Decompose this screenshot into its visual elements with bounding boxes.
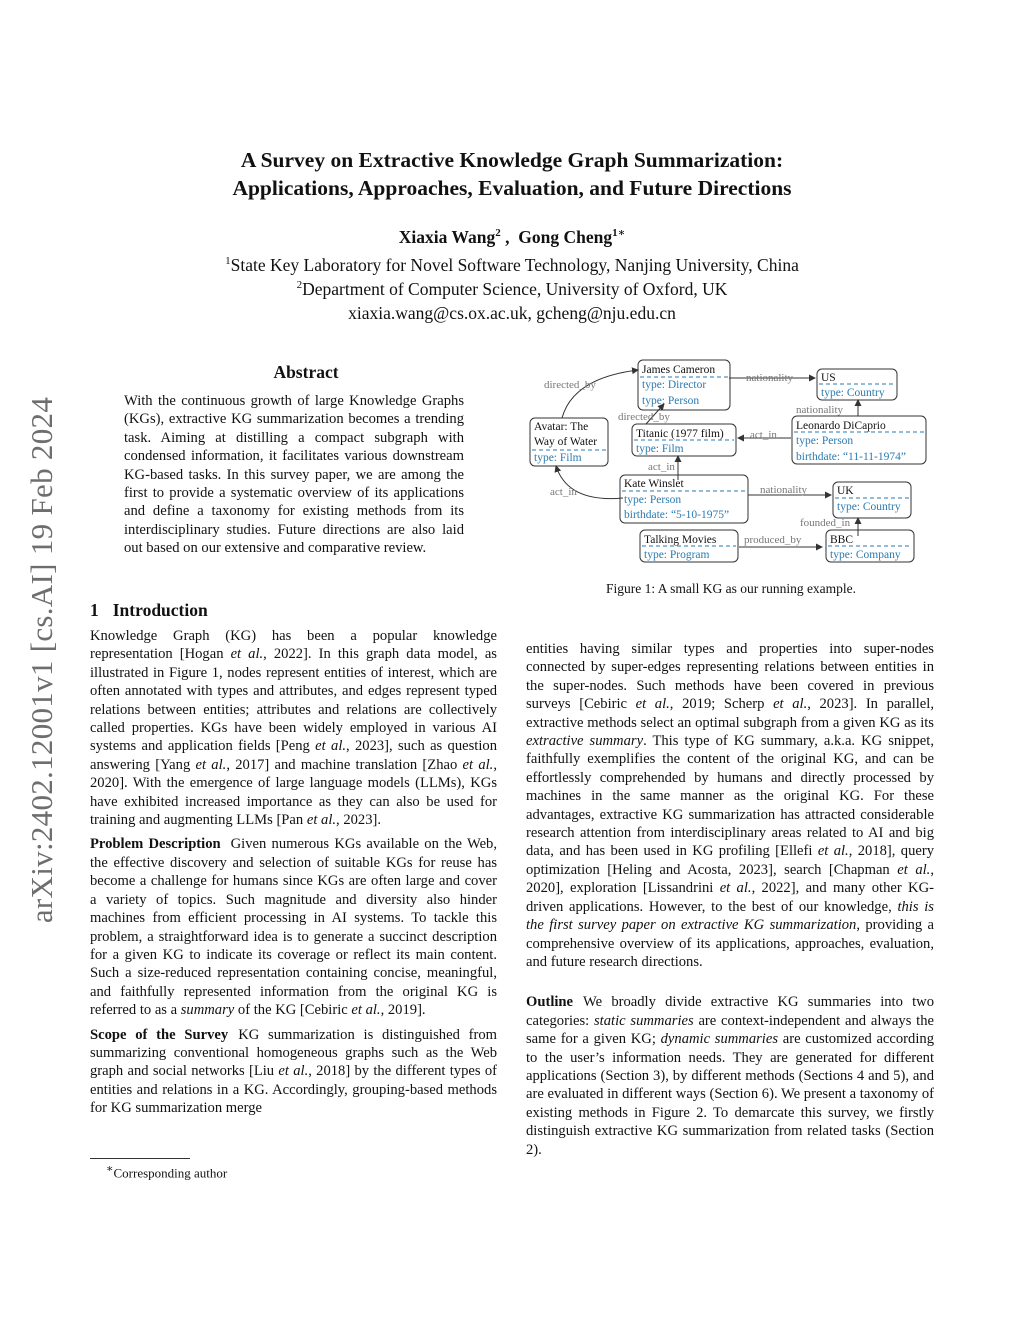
affiliation-mark: 1: [225, 255, 231, 268]
edge-label: founded_in: [800, 517, 851, 529]
edge-label: directed_by: [618, 411, 670, 423]
author-name: Xiaxia Wang: [398, 226, 496, 247]
node-type: type: Program: [644, 549, 710, 561]
node-label: Kate Winslet: [624, 478, 684, 490]
left-column: [90, 627, 497, 1124]
section-heading: [90, 600, 222, 621]
node-type: type: Person: [642, 395, 700, 407]
footnote-divider: [90, 1158, 190, 1159]
node-label: Way of Water: [534, 436, 598, 448]
author-list: [100, 226, 924, 248]
outline-paragraph: Outline We broadly divide extractive KG summaries into two categories: static summaries are context-independent and always the same for a given KG; dynamic summaries are customized according to the user’s information needs. They are generated for different applications (Section 3), by different methods (Sections 4 and 5), and are evaluated in different ways (Section 6). We present a taxonomy of existing methods in Figure 2. To demarcate this survey, we firstly distinguish extractive KG summarization from related tasks (Section 2).: [526, 994, 934, 1158]
edge-label: directed_by: [544, 379, 596, 391]
node-label: US: [821, 372, 836, 384]
section-title: Introduction: [112, 600, 208, 620]
edge-label: act_in: [750, 429, 777, 441]
kg-diagram: [528, 358, 938, 570]
node-type: type: Country: [837, 501, 901, 513]
edge-label: nationality: [746, 372, 794, 384]
node-type: type: Country: [821, 387, 885, 399]
title-line-2: Applications, Approaches, Evaluation, and Future Directions: [232, 176, 792, 200]
node-label: UK: [837, 485, 854, 497]
node-type: type: Person: [624, 494, 682, 506]
section-number: 1: [90, 600, 99, 620]
arxiv-sidebar: [12, 360, 72, 960]
author-separator: ,: [500, 226, 519, 247]
node-label: Talking Movies: [644, 534, 717, 546]
footnote: ∗Corresponding author: [106, 1163, 228, 1181]
figure-1-kg: [528, 358, 938, 570]
node-type: type: Director: [642, 379, 707, 391]
intro-paragraph-continued: entities having similar types and properties into super-nodes connected by super-edges representing relations between entities in the super-nodes. Such methods have been covered in previous surveys [Cebiric et al., 2019; Scherp et al., 2023]. In parallel, extractive methods select an optimal subgraph from a given KG as its extractive summary. This type of KG summary, a.k.a. KG snippet, faithfully exemplifies the content of the original KG, and can be effortlessly comprehended by humans and directly processed by machines in the same manner as the original KG. For these advantages, extractive KG summarization has attracted considerable research attention from interdisciplinary areas related to AI and big data, and has been used in KG profiling [Ellefi et al., 2018], query optimization [Heling and Acosta, 2023], search [Chapman et al., 2020], exploration [Lissandrini et al., 2022], and many other KG-driven applications. However, to the best of our knowledge, this is the first survey paper on extractive KG summarization, providing a comprehensive overview of its applications, approaches, evaluation, and future research directions.: [526, 641, 935, 970]
affiliation-2: [100, 279, 924, 300]
edge-label: nationality: [796, 404, 844, 416]
author-affiliation-mark: 2: [495, 227, 501, 239]
node-label: Avatar: The: [534, 421, 589, 433]
paragraph-title: Scope of the Survey: [90, 1026, 229, 1043]
paragraph-title: Outline: [526, 994, 574, 1011]
paper-title: [100, 146, 924, 202]
problem-description-paragraph: Problem Description Given numerous KGs available on the Web, the effective discovery and selection of suitable KGs for reuse has become a challenge for humans since KGs are often large and cover a variety of topics. Such magnitude and diversity also hinder machines from efficient processing in AI systems. To tackle this problem, a straightforward idea is to generate a succinct description for a given KG to indicate its coverage or reflect its main content. Such a size-reduced representation containing concise, meaningful, and faithfully represented information from the original KG is referred to as a summary of the KG [Cebiric et al., 2019].: [90, 836, 497, 1019]
node-type: type: Company: [830, 549, 901, 561]
node-label: Titanic (1977 film): [636, 428, 724, 440]
node-label: Leonardo DiCaprio: [796, 420, 886, 432]
edge-label: act_in: [550, 486, 577, 498]
affiliation-mark: 2: [296, 279, 303, 292]
figure-caption: Figure 1: A small KG as our running example.: [605, 581, 857, 596]
node-type: type: Film: [636, 443, 684, 455]
scope-paragraph: Scope of the Survey KG summarization is distinguished from summarizing conventional homogeneous graphs such as the Web graph and social networks [Liu et al., 2018] by the different types of entities and relations in a KG. Accordingly, grouping-based methods for KG summarization merge: [90, 1026, 497, 1117]
edge-label: nationality: [760, 484, 808, 496]
node-type: type: Film: [534, 452, 582, 464]
node-label: James Cameron: [642, 364, 716, 376]
node-attribute: birthdate: “5-10-1975”: [624, 509, 730, 521]
paragraph-title: Problem Description: [90, 836, 221, 853]
node-attribute: birthdate: “11-11-1974”: [796, 451, 906, 463]
node-label: BBC: [830, 534, 854, 546]
affiliation-1: [100, 255, 924, 276]
author-emails: xiaxia.wang@cs.ox.ac.uk, gcheng@nju.edu.cn: [348, 303, 676, 323]
right-column: [526, 640, 934, 1165]
abstract-heading: Abstract: [273, 362, 339, 382]
affiliation-text: Department of Computer Science, University of Oxford, UK: [302, 279, 728, 299]
abstract-text: With the continuous growth of large Knowledge Graphs (KGs), extractive KG summarization becomes a trending task. Aiming at distilling a compact subgraph with condensed information, it facilitates various downstream KG-based tasks. In this survey paper, we are among the first to provide a systematic overview of its applications and define a taxonomy for existing methods from its interdisciplinary studies. Future directions are also laid out based on our extensive and comparative review.: [124, 393, 464, 557]
edge-label: act_in: [648, 461, 675, 473]
edge-label: produced_by: [744, 534, 802, 546]
title-line-1: A Survey on Extractive Knowledge Graph Summarization:: [240, 148, 784, 172]
intro-paragraph-1: Knowledge Graph (KG) has been a popular knowledge representation [Hogan et al., 2022]. In this graph data model, as illustrated in Figure 1, nodes represent entities of interest, which are often annotated with types and attributes, and edges represent typed relations between entities; attributes and relations are collectively called properties. KGs have been widely employed in various AI systems and application fields [Peng et al., 2023], such as question answering [Yang et al., 2017] and machine translation [Zhao et al., 2020]. With the emergence of large language models (LLMs), KGs have exhibited increased importance as they can also be used for training and augmenting LLMs [Pan et al., 2023].: [90, 628, 497, 829]
author-name: Gong Cheng: [518, 226, 613, 247]
arxiv-identifier: arXiv:2402.12001v1 [cs.AI] 19 Feb 2024: [24, 396, 59, 924]
node-type: type: Person: [796, 435, 854, 447]
affiliation-text: State Key Laboratory for Novel Software Technology, Nanjing University, China: [230, 255, 799, 275]
author-affiliation-mark: 1∗: [612, 227, 626, 239]
